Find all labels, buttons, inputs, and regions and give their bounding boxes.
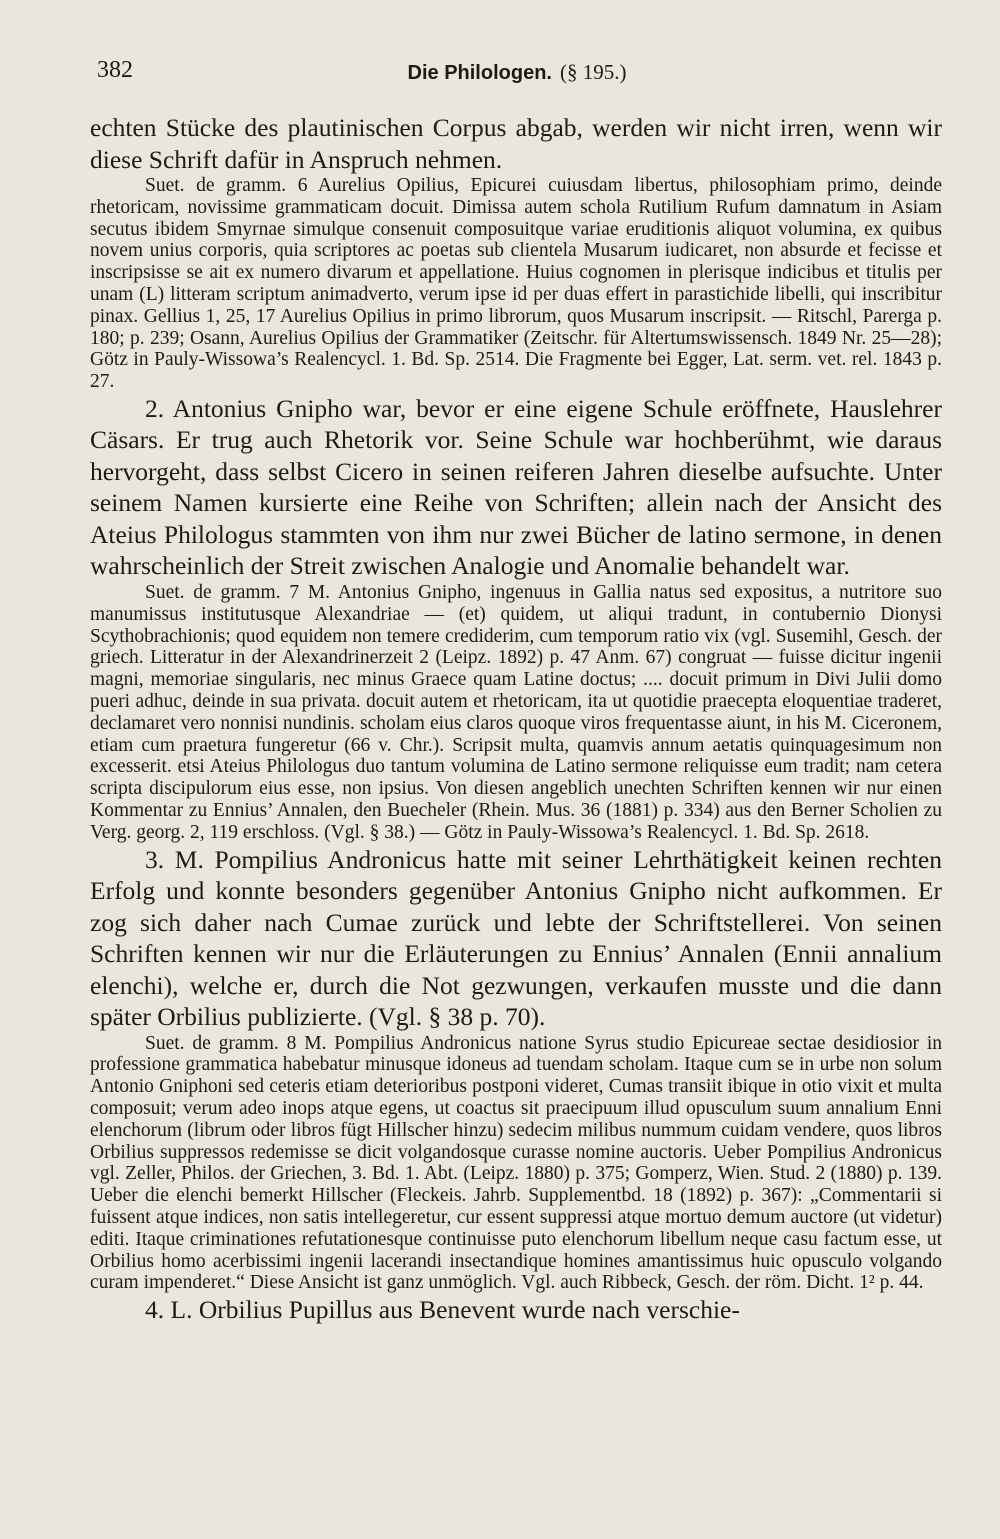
page-number: 382 [97, 57, 133, 83]
footnote-paragraph: Suet. de gramm. 6 Aurelius Opilius, Epicurei cuiusdam libertus, philosophiam primo, deinde rhetoricam, novissime grammaticam docuit. Dimissa autem schola Rutilium Rufum damnatum in Asiam secutus ibidem Smyrnae simulque consenuit composuitque variae eruditionis aliquot volumina, ex quibus novem unius corporis, quia scriptores ac poetas sub clientela Musarum iudicaret, non absurde et fecisse et inscripsisse se ait ex numero divarum et appellatione. Huius cognomen in plerisque indicibus et titulis per unam (L) litteram scriptum animadverto, verum ipse id per duas effert in parastichide libelli, qui inscribitur pinax. Gellius 1, 25, 17 Aurelius Opilius in primo librorum, quos Musarum inscripsit. — Ritschl, Parerga p. 180; p. 239; Osann, Aurelius Opilius der Grammatiker (Zeitschr. für Altertumswissensch. 1849 Nr. 25—28); Götz in Pauly-Wissowa’s Realencycl. 1. Bd. Sp. 2514. Die Fragmente bei Egger, Lat. serm. vet. rel. 1843 p. 27. [90, 175, 942, 393]
running-title: Die Philologen. [407, 62, 552, 84]
page-body [90, 112, 942, 1326]
body-paragraph: echten Stücke des plautinischen Corpus abgab, werden wir nicht irren, wenn wir diese Schrift dafür in Anspruch nehmen. [90, 113, 942, 174]
page-header [92, 57, 942, 91]
section-number: (§ 195.) [559, 60, 627, 84]
body-paragraph: 3. M. Pompilius Andronicus hatte mit seiner Lehrthätigkeit keinen rechten Erfolg und konnte besonders gegenüber Antonius Gnipho nicht aufkommen. Er zog sich daher nach Cumae zurück und lebte der Schriftstellerei. Von seinen Schriften kennen wir nur die Erläuterungen zu Ennius’ Annalen (Ennii annalium elenchi), welche er, durch die Not gezwungen, verkaufen musste und die dann später Orbilius publizierte. (Vgl. § 38 p. 70). [90, 844, 942, 1032]
footnote-paragraph: Suet. de gramm. 7 M. Antonius Gnipho, ingenuus in Gallia natus sed expositus, a nutritore suo manumissus institutusque Alexandriae — (et) quidem, ut aliqui tradunt, in contubernio Dionysi Scythobrachionis; quod equidem non temere crediderim, cum temporum ratio vix (vgl. Susemihl, Gesch. der griech. Litteratur in der Alexandrinerzeit 2 (Leipz. 1892) p. 47 Anm. 67) congruat — fuisse dicitur ingenii magni, memoriae singularis, nec minus Graece quam Latine doctus; .... docuit primum in Divi Julii domo pueri adhuc, deinde in sua privata. docuit autem et rhetoricam, ita ut quotidie praecepta eloquentiae traderet, declamaret vero nonnisi nundinis. scholam eius claros quoque viros frequentasse aiunt, in his M. Ciceronem, etiam cum praetura fungeretur (66 v. Chr.). Scripsit multa, quamvis annum aetatis quinquagesimum non excesserit. etsi Ateius Philologus duo tantum volumina de Latino sermone reliquisse eum tradit; nam cetera scripta discipulorum eius esse, non ipsius. Von diesen angeblich unechten Schriften kennen wir nur einen Kommentar zu Ennius’ Annalen, den Buecheler (Rhein. Mus. 36 (1881) p. 334) aus den Berner Scholien zu Verg. georg. 2, 119 erschloss. (Vgl. § 38.) — Götz in Pauly-Wissowa’s Realencycl. 1. Bd. Sp. 2618. [90, 581, 942, 843]
body-paragraph: 2. Antonius Gnipho war, bevor er eine eigene Schule eröffnete, Hauslehrer Cäsars. Er trug auch Rhetorik vor. Seine Schule war hochberühmt, wie daraus hervorgeht, dass selbst Cicero in seinen reiferen Jahren dieselbe aufsuchte. Unter seinem Namen kursierte eine Reihe von Schriften; allein nach der Ansicht des Ateius Philologus stammten von ihm nur zwei Bücher de latino sermone, in denen wahrscheinlich der Streit zwischen Analogie und Anomalie behandelt war. [90, 393, 942, 581]
running-head [92, 60, 942, 85]
footnote-paragraph: Suet. de gramm. 8 M. Pompilius Andronicus natione Syrus studio Epicureae sectae desidiosior in professione grammatica habebatur minusque idoneus ad tuendam scholam. Itaque cum se in urbe non solum Antonio Gniphoni sed ceteris etiam deterioribus postponi videret, Cumas transiit ibique in otio vixit et multa composuit; verum adeo inops atque egens, ut coactus sit praecipuum illud opusculum suum annalium Enni elenchorum (librum oder libros fügt Hillscher hinzu) sedecim milibus nummum cuidam vendere, quos libros Orbilius suppressos redemisse se dicit volgandosque curasse nomine auctoris. Ueber Pompilius Andronicus vgl. Zeller, Philos. der Griechen, 3. Bd. 1. Abt. (Leipz. 1880) p. 375; Gomperz, Wien. Stud. 2 (1880) p. 139. Ueber die elenchi bemerkt Hillscher (Fleckeis. Jahrb. Supplementbd. 18 (1892) p. 367): „Commentarii si fuissent atque indices, non satis intellegeretur, cur essent suppressi atque mortuo demum auctore (ut videtur) editi. Itaque criminationes refutationesque continuisse puto elenchorum libellum neque casu factum esse, ut Orbilius homo acerbissimi ingenii lacerandi insectandique homines amantissimus huic opusculo volgando curam impenderet.“ Diese Ansicht ist ganz unmöglich. Vgl. auch Ribbeck, Gesch. der röm. Dicht. 1² p. 44. [90, 1032, 942, 1294]
body-paragraph: 4. L. Orbilius Pupillus aus Benevent wurde nach verschie- [145, 1295, 740, 1325]
